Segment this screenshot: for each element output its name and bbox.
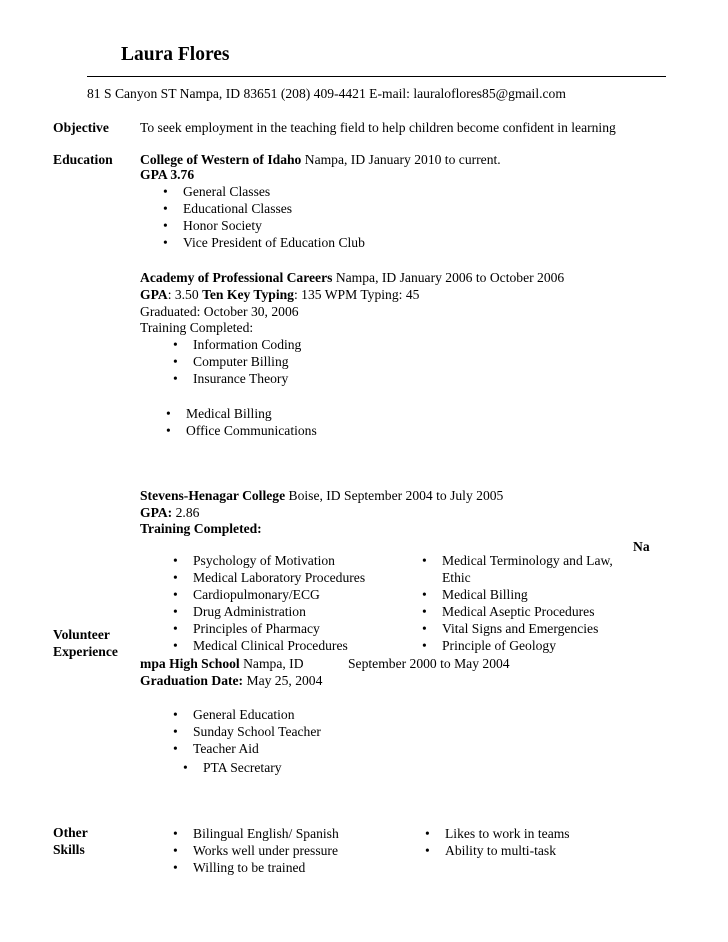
list-item: • Medical Clinical Procedures — [173, 638, 348, 653]
shc-list-left — [173, 552, 365, 654]
list-item: • Medical Laboratory Procedures — [173, 570, 366, 585]
list-item: • Medical Aseptic Procedures — [422, 604, 595, 619]
skills-list-right — [425, 825, 570, 859]
list-item: • Willing to be trained — [173, 860, 306, 875]
bullet-icon: • — [173, 354, 178, 369]
list-item: • Office Communications — [166, 423, 317, 438]
nhs-school: mpa High School — [140, 656, 240, 671]
apc-school: Academy of Professional Careers — [140, 270, 333, 285]
objective-label: Objective — [53, 120, 109, 135]
shc-training-label: Training Completed: — [140, 521, 262, 536]
bullet-icon: • — [422, 638, 427, 653]
volunteer-label-line2: Experience — [53, 644, 118, 659]
bullet-icon: • — [173, 638, 178, 653]
bullet-icon: • — [173, 587, 178, 602]
apc-detail: Nampa, ID January 2006 to October 2006 — [332, 270, 565, 285]
bullet-icon: • — [173, 724, 178, 739]
skills-label-line1: Other — [53, 825, 88, 840]
apc-gpa-line: GPA: 3.50 Ten Key Typing: 135 WPM Typing: 45 — [140, 287, 420, 302]
stray-text: Na — [633, 539, 650, 554]
cwi-detail: Nampa, ID January 2010 to current. — [301, 152, 501, 167]
list-item: • Likes to work in teams — [425, 826, 570, 841]
list-item: • Teacher Aid — [173, 741, 259, 756]
bullet-icon: • — [173, 843, 178, 858]
bullet-icon: • — [163, 235, 168, 250]
list-item: • PTA Secretary — [183, 760, 282, 775]
nhs-dates: September 2000 to May 2004 — [348, 656, 510, 671]
list-item-continuation: Ethic — [442, 570, 471, 585]
list-item: • General Education — [173, 707, 295, 722]
list-item: • Ability to multi-task — [425, 843, 557, 858]
list-item: • Drug Administration — [173, 604, 306, 619]
volunteer-label-line1: Volunteer — [53, 627, 110, 642]
nhs-detail: Nampa, ID — [239, 656, 304, 671]
education-label: Education — [53, 152, 113, 167]
cwi-list — [163, 183, 365, 251]
shc-school: Stevens-Henagar College — [140, 488, 286, 503]
bullet-icon: • — [173, 570, 178, 585]
shc-list-right-top — [422, 552, 613, 586]
list-item: • Bilingual English/ Spanish — [173, 826, 339, 841]
list-item: • Vice President of Education Club — [163, 235, 365, 250]
bullet-icon: • — [173, 741, 178, 756]
apc-graduated: Graduated: October 30, 2006 — [140, 304, 299, 319]
bullet-icon: • — [173, 371, 178, 386]
list-item: • Insurance Theory — [173, 371, 289, 386]
bullet-icon: • — [422, 553, 427, 568]
skills-list-left — [173, 825, 339, 876]
bullet-icon: • — [173, 337, 178, 352]
list-item: • Principle of Geology — [422, 638, 557, 653]
cwi-school: College of Western of Idaho — [140, 152, 302, 167]
bullet-icon: • — [422, 621, 427, 636]
skills-label-line2: Skills — [53, 842, 85, 857]
bullet-icon: • — [425, 826, 430, 841]
applicant-name: Laura Flores — [121, 44, 230, 65]
list-item: • Educational Classes — [163, 201, 293, 216]
list-item: • Medical Billing — [166, 406, 272, 421]
bullet-icon: • — [173, 860, 178, 875]
bullet-icon: • — [166, 406, 171, 421]
shc-detail: Boise, ID September 2004 to July 2005 — [285, 488, 504, 503]
apc-training-label: Training Completed: — [140, 320, 254, 335]
apc-list-a — [173, 336, 301, 387]
list-item: • Works well under pressure — [173, 843, 338, 858]
bullet-icon: • — [173, 826, 178, 841]
bullet-icon: • — [173, 553, 178, 568]
bullet-icon: • — [166, 423, 171, 438]
apc-list-b — [166, 405, 317, 439]
bullet-icon: • — [163, 218, 168, 233]
list-item: • Information Coding — [173, 337, 302, 352]
bullet-icon: • — [183, 760, 188, 775]
bullet-icon: • — [422, 587, 427, 602]
list-item: • Computer Billing — [173, 354, 289, 369]
list-item: • Psychology of Motivation — [173, 553, 335, 568]
list-item: • Vital Signs and Emergencies — [422, 621, 599, 636]
list-item: • Medical Billing — [422, 587, 528, 602]
shc-heading — [140, 487, 503, 504]
bullet-icon: • — [173, 707, 178, 722]
list-item: • Cardiopulmonary/ECG — [173, 587, 320, 602]
shc-gpa: GPA: 2.86 — [140, 505, 200, 520]
list-item: • Sunday School Teacher — [173, 724, 321, 739]
bullet-icon: • — [422, 604, 427, 619]
bullet-icon: • — [163, 184, 168, 199]
bullet-icon: • — [173, 621, 178, 636]
nhs-graduation: Graduation Date: May 25, 2004 — [140, 673, 323, 688]
volunteer-extra-list — [183, 759, 282, 776]
bullet-icon: • — [163, 201, 168, 216]
list-item: • Honor Society — [163, 218, 262, 233]
shc-list-right — [422, 586, 598, 654]
apc-heading — [140, 269, 564, 286]
volunteer-list — [173, 706, 321, 757]
cwi-gpa: GPA 3.76 — [140, 167, 195, 182]
contact-line: 81 S Canyon ST Nampa, ID 83651 (208) 409-4421 E-mail: lauraloflores85@gmail.com — [87, 86, 566, 101]
header-divider — [87, 76, 666, 77]
list-item: • Principles of Pharmacy — [173, 621, 320, 636]
bullet-icon: • — [425, 843, 430, 858]
list-item: • General Classes — [163, 184, 271, 199]
bullet-icon: • — [173, 604, 178, 619]
list-item: • Medical Terminology and Law, — [422, 553, 613, 568]
nhs-heading — [140, 655, 304, 672]
objective-text: To seek employment in the teaching field to help children become confident in learning — [140, 120, 616, 135]
